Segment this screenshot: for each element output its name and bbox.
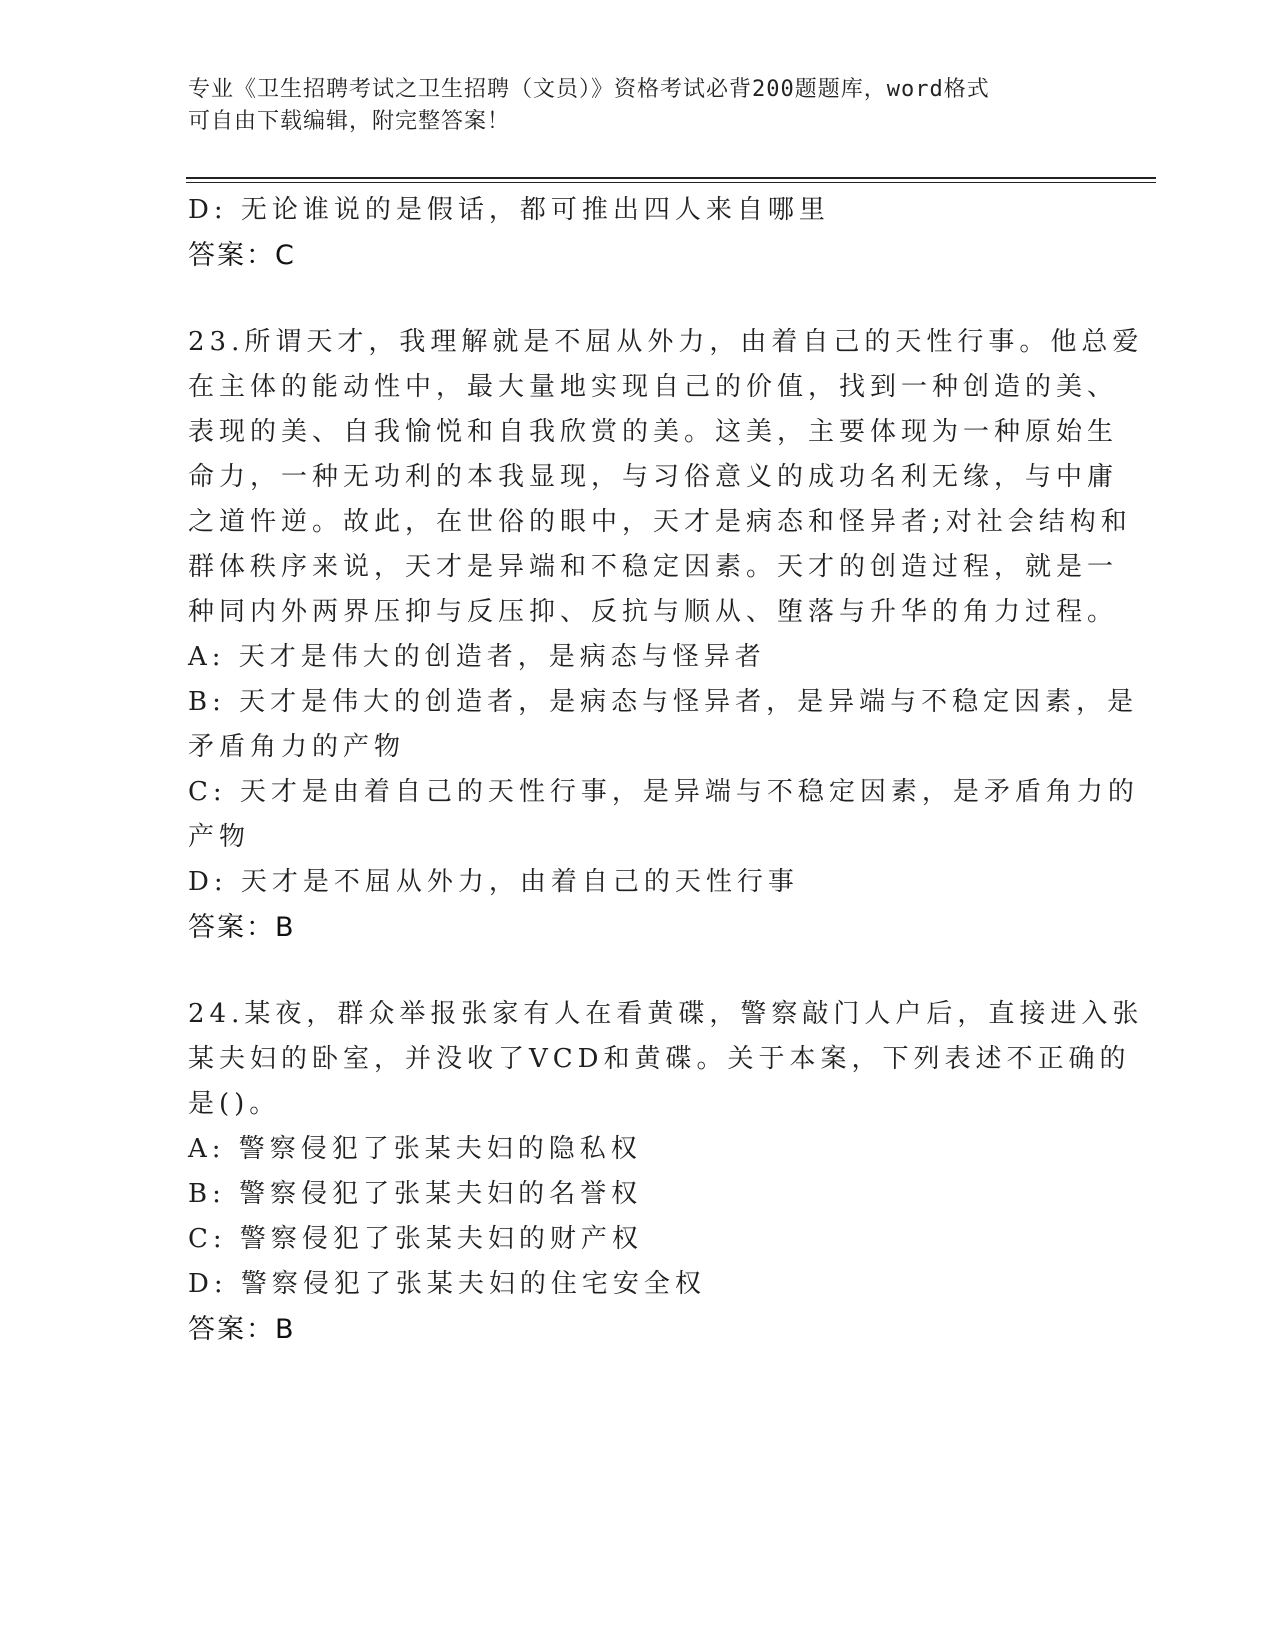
spacer	[188, 950, 1078, 992]
option-a: A: 警察侵犯了张某夫妇的隐私权	[188, 1134, 642, 1164]
option-c-continued: 产物	[188, 822, 251, 852]
document-header	[188, 74, 1068, 138]
question-stem-line: 是()。	[188, 1089, 281, 1119]
question-stem-line: 之道忤逆。故此，在世俗的眼中，天才是病态和怪异者;对社会结构和	[188, 507, 1132, 537]
option-c: C: 警察侵犯了张某夫妇的财产权	[188, 1224, 643, 1254]
header-title-line-2: 可自由下载编辑，附完整答案！	[188, 109, 511, 134]
option-a: A: 天才是伟大的创造者，是病态与怪异者	[188, 642, 766, 672]
question-23	[188, 320, 1144, 950]
document-body	[188, 188, 1144, 1352]
option-d: D: 警察侵犯了张某夫妇的住宅安全权	[188, 1269, 706, 1299]
question-stem-line: 种同内外两界压抑与反压抑、反抗与顺从、堕落与升华的角力过程。	[188, 597, 1119, 627]
option-d: D: 天才是不屈从外力，由着自己的天性行事	[188, 867, 799, 897]
answer-line: 答案：C	[188, 240, 296, 271]
question-24	[188, 992, 1144, 1352]
option-b: B: 天才是伟大的创造者，是病态与怪异者，是异端与不稳定因素，是	[188, 687, 1139, 717]
option-b: B: 警察侵犯了张某夫妇的名誉权	[188, 1179, 643, 1209]
question-stem-line: 在主体的能动性中，最大量地实现自己的价值，找到一种创造的美、	[188, 372, 1119, 402]
question-stem-line: 表现的美、自我愉悦和自我欣赏的美。这美，主要体现为一种原始生	[188, 417, 1119, 447]
question-stem-line: 命力，一种无功利的本我显现，与习俗意义的成功名利无缘，与中庸	[188, 462, 1119, 492]
option-b-continued: 矛盾角力的产物	[188, 732, 406, 762]
header-divider	[186, 177, 1156, 183]
option-d: D: 无论谁说的是假话，都可推出四人来自哪里	[188, 195, 830, 225]
answer-line: 答案：B	[188, 1314, 296, 1345]
prev-question	[188, 188, 1078, 278]
question-stem-line: 24.某夜，群众举报张家有人在看黄碟，警察敲门人户后，直接进入张	[188, 999, 1144, 1029]
answer-line: 答案：B	[188, 912, 296, 943]
spacer	[188, 278, 1078, 320]
header-title-line-1: 专业《卫生招聘考试之卫生招聘（文员）》资格考试必背200题题库，word格式	[188, 77, 990, 102]
question-stem-line: 群体秩序来说，天才是异端和不稳定因素。天才的创造过程，就是一	[188, 552, 1119, 582]
question-stem-line: 某夫妇的卧室，并没收了VCD和黄碟。关于本案，下列表述不正确的	[188, 1044, 1131, 1074]
question-stem-line: 23.所谓天才，我理解就是不屈从外力，由着自己的天性行事。他总爱	[188, 327, 1144, 357]
option-c: C: 天才是由着自己的天性行事，是异端与不稳定因素，是矛盾角力的	[188, 777, 1139, 807]
